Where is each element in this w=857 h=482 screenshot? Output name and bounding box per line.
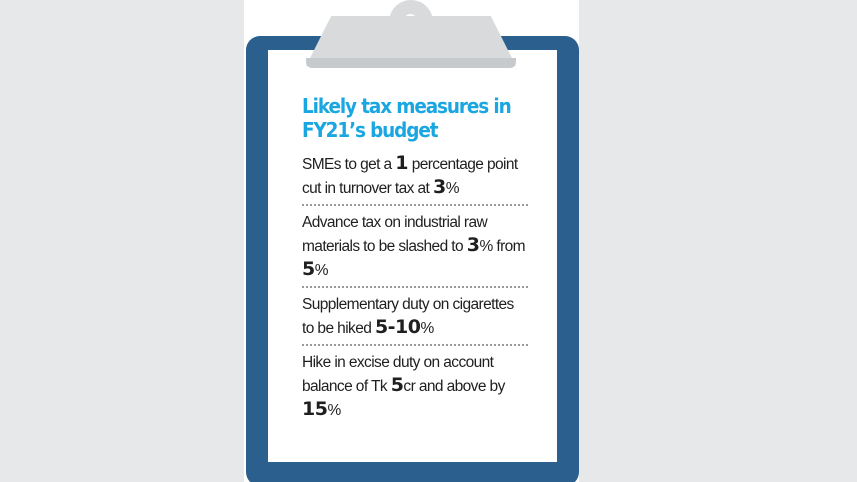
- measure-item-4: Hike in excise duty on account balance of Tk 5cr and above by 15%: [302, 354, 505, 420]
- title: [302, 94, 532, 142]
- measure-item-2: Advance tax on industrial raw materials to be slashed to 3% from 5%: [302, 212, 528, 288]
- clip-lip: [306, 58, 516, 68]
- measure-item-3: Supplementary duty on cigarettes to be hiked 5-10%: [302, 294, 528, 346]
- title-line-2: FY21’s budget: [302, 118, 438, 142]
- title-line-1: Likely tax measures in: [302, 94, 511, 118]
- measures-content: [302, 94, 528, 432]
- measure-item-1: SMEs to get a 1 percentage point cut in turnover tax at 3%: [302, 152, 528, 206]
